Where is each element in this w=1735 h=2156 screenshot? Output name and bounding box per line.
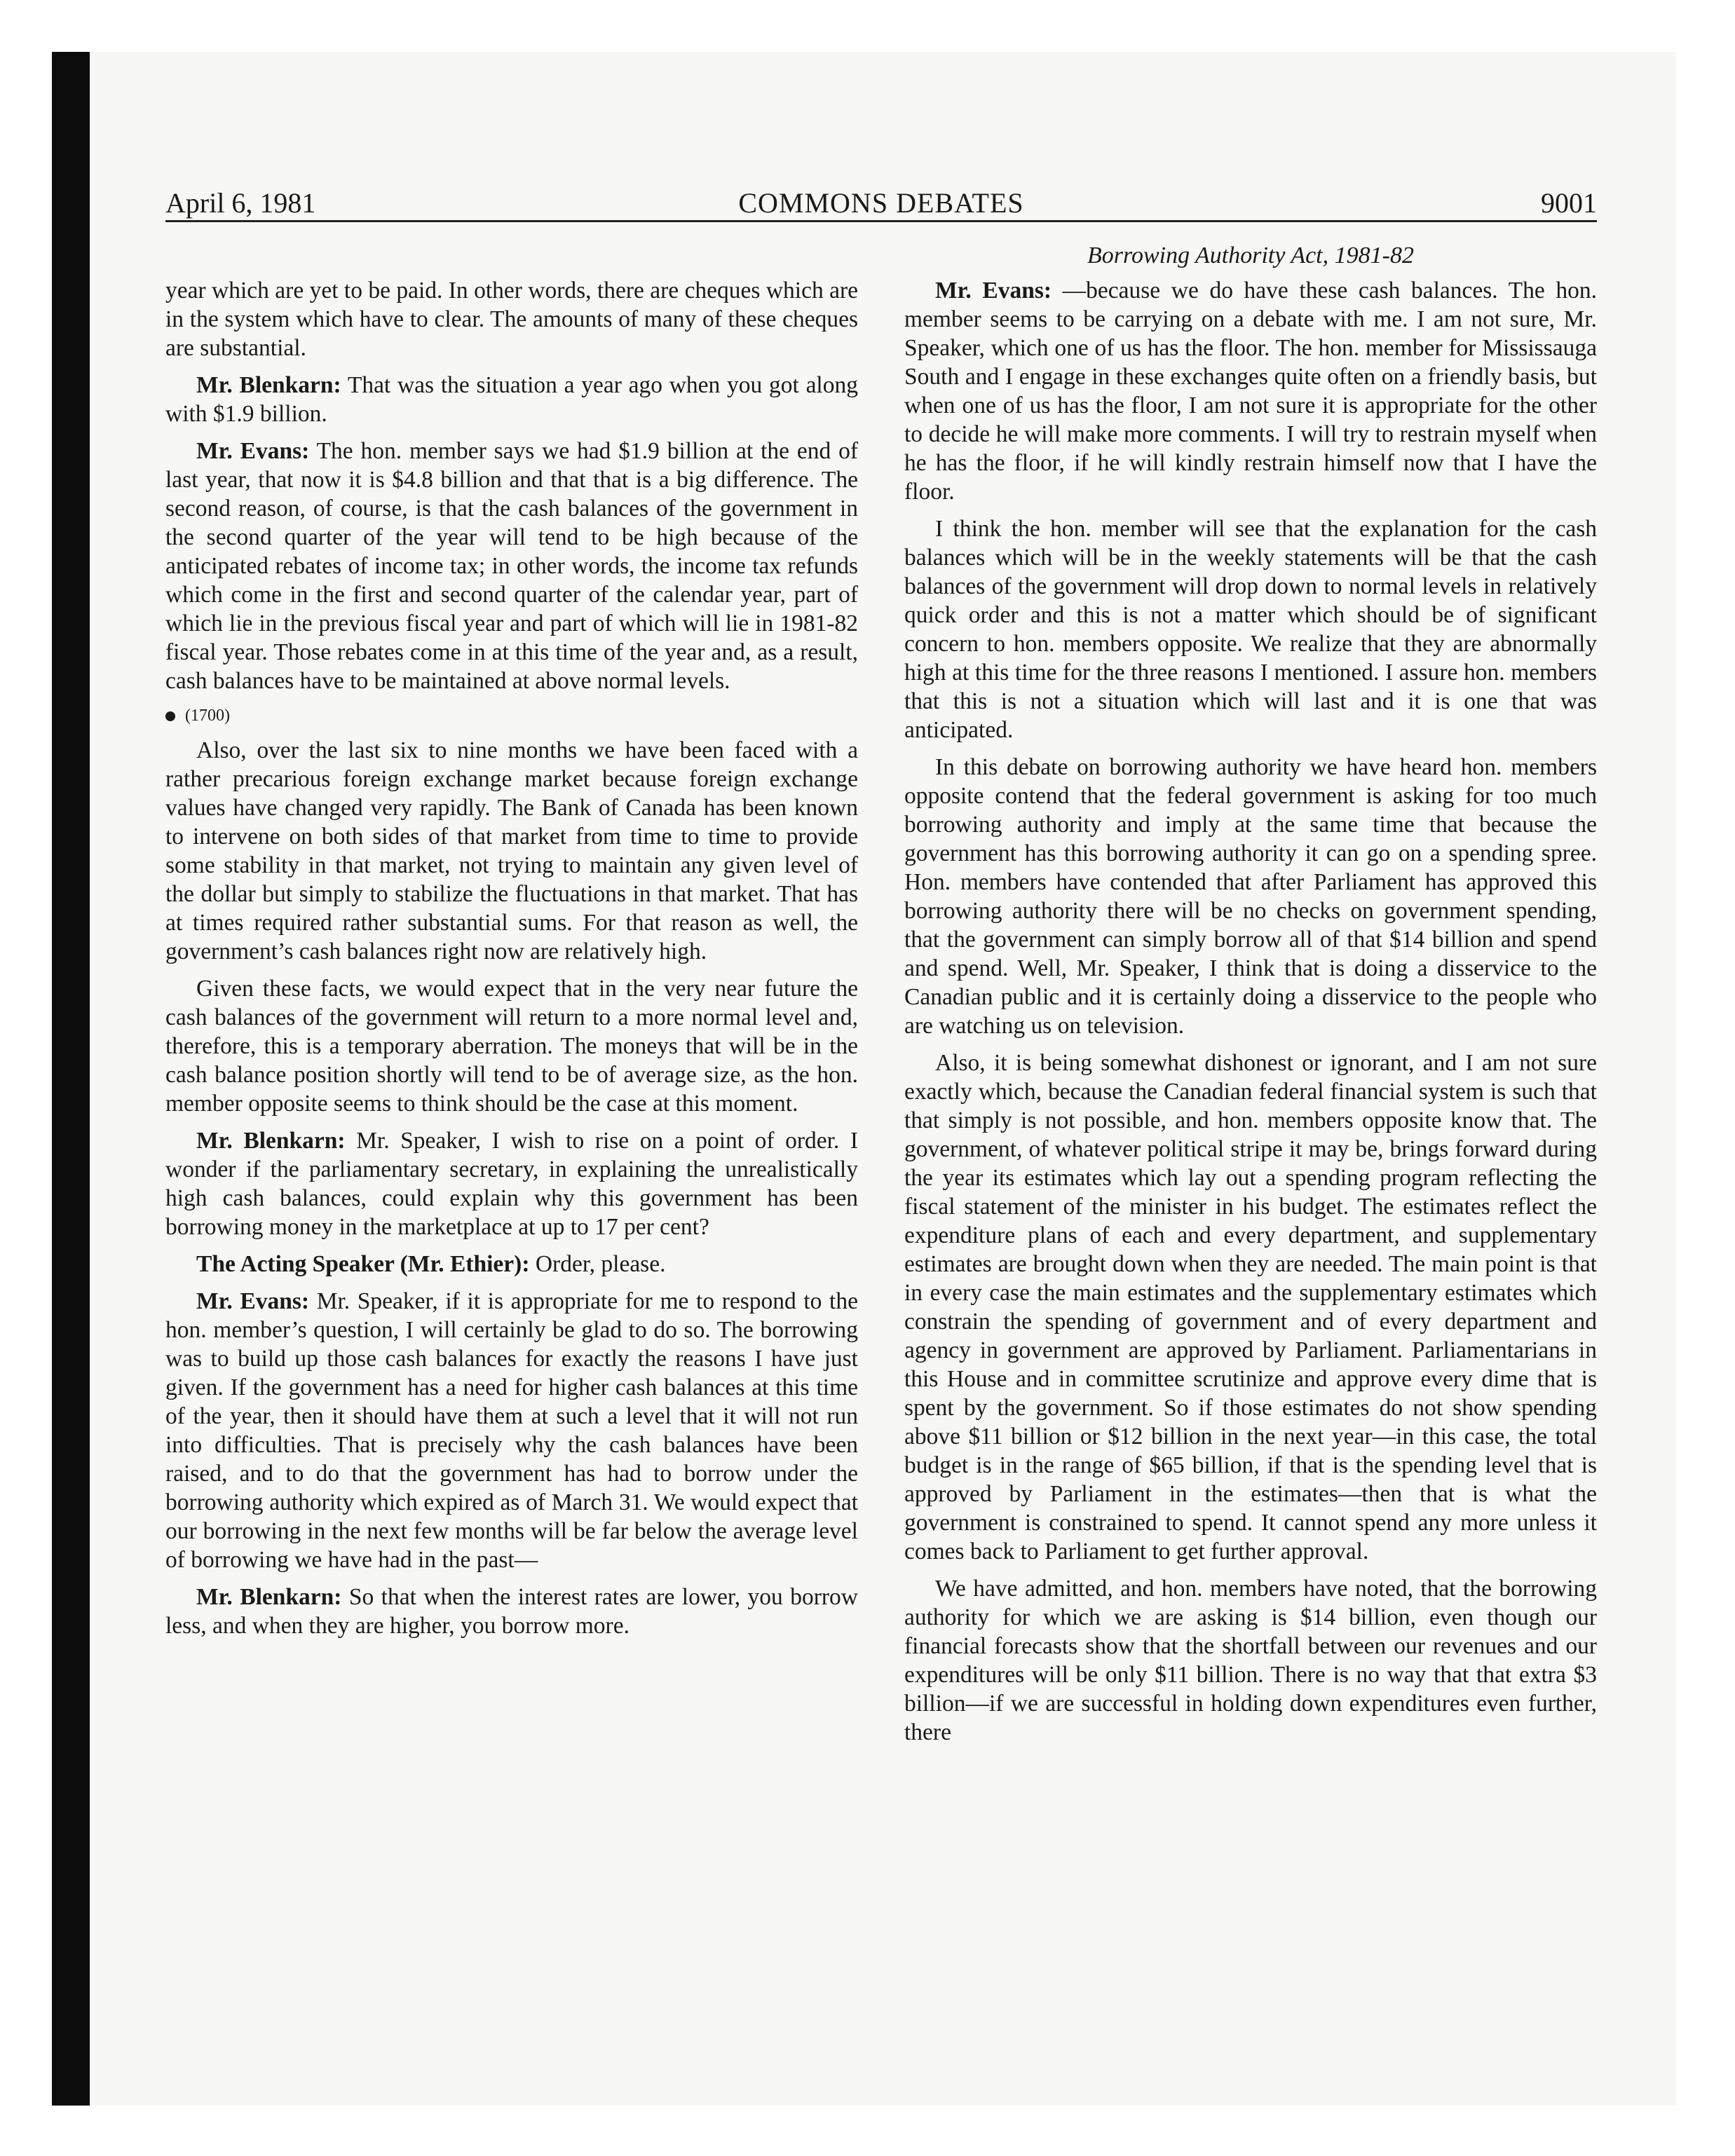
paragraph: Given these facts, we would expect that in the very near future the cash balances of the government will return to a more normal level and, therefore, this is a temporary aberration. The moneys that will be in the cash balance position shortly will tend to be of average size, as the hon. member opposite seems to think should be the case at this moment. bbox=[165, 976, 858, 1117]
paragraph: year which are yet to be paid. In other words, there are cheques which are in the system which have to clear. The amounts of many of these cheques are substantial. bbox=[165, 278, 858, 361]
header-publication: COMMONS DEBATES bbox=[738, 187, 1024, 219]
page-header bbox=[165, 184, 1597, 223]
paragraph bbox=[165, 437, 858, 695]
speaker-name: Mr. Evans: bbox=[935, 278, 1052, 303]
speaker-name: The Acting Speaker (Mr. Ethier): bbox=[196, 1251, 530, 1277]
header-date: April 6, 1981 bbox=[165, 187, 316, 219]
paragraph bbox=[165, 1126, 858, 1241]
paragraph bbox=[165, 1583, 858, 1640]
header-page-number: 9001 bbox=[1541, 187, 1597, 219]
right-column bbox=[904, 276, 1597, 1755]
running-subheader: Borrowing Authority Act, 1981-82 bbox=[1087, 243, 1414, 268]
paragraph: Also, it is being somewhat dishonest or ignorant, and I am not sure exactly which, because the Canadian federal financial system is such that that simply is not possible, and hon. members opposite know that. The government, of whatever political stripe it may be, brings forward during the year its estimates which lay out a spending program reflecting the fiscal statement of the minister in his budget. The estimates reflect the expenditure plans of each and every department, and supplementary estimates are brought down when they are needed. The main point is that in every case the main estimates and the supplementary estimates which constrain the spending of government and of every department and agency in government are approved by Parliament. Parliamentarians in this House and in committee scrutinize and approve every dime that is spent by the government. So if those estimates do not show spending above $11 billion or $12 billion in the next year—in this case, the total budget is in the range of $65 billion, if that is the spending level that is approved by Parliament in the estimates—then that is what the government is constrained to spend. It cannot spend any more unless it comes back to Parliament to get further approval. bbox=[904, 1050, 1597, 1564]
time-marker-label: (1700) bbox=[185, 707, 230, 725]
left-column bbox=[165, 276, 858, 1649]
paragraph: In this debate on borrowing authority we have heard hon. members opposite contend that the federal government is asking for too much borrowing authority and imply at the same time that because the government has this borrowing authority it can go on a spending spree. Hon. members have contended that after Parliament has approved this borrowing authority there will be no checks on government spending, that the government can simply borrow all of that $14 billion and spend and spend. Well, Mr. Speaker, I think that is doing a disservice to the Canadian public and it is certainly doing a disservice to the people who are watching us on television. bbox=[904, 754, 1597, 1039]
paragraph bbox=[904, 276, 1597, 506]
speaker-name: Mr. Evans: bbox=[196, 438, 310, 464]
paragraph: We have admitted, and hon. members have noted, that the borrowing authority for which we are asking is $14 billion, even though our financial forecasts show that the shortfall between our revenues and our expenditures will be only $11 billion. There is no way that that extra $3 billion—if we are successful in holding down expenditures even further, there bbox=[904, 1576, 1597, 1745]
paragraph bbox=[165, 1250, 858, 1278]
speech-text: Mr. Speaker, if it is appropriate for me to respond to the hon. member’s question, I will certainly be glad to do so. The borrowing was to build up those cash balances for exactly the reasons I have just given. If the government has a need for higher cash balances at this time of the year, then it should have them at such a level that it will not run into difficulties. That is precisely why the cash balances have been raised, and to do that the government has had to borrow under the borrowing authority which expired as of March 31. We would expect that our borrowing in the next few months will be far below the average level of borrowing we have had in the past— bbox=[165, 1288, 858, 1573]
bullet-icon bbox=[165, 711, 175, 721]
speaker-name: Mr. Evans: bbox=[196, 1288, 310, 1314]
speech-text: —because we do have these cash balances. The hon. member seems to be carrying on a debate with me. I am not sure, Mr. Speaker, which one of us has the floor. The hon. member for Mississauga South and I engage in these exchanges quite often on a friendly basis, but when one of us has the floor, I am not sure it is appropriate for the other to decide he will make more comments. I will try to restrain myself when he has the floor, if he will kindly restrain himself now that I have the floor. bbox=[904, 278, 1597, 505]
binding-edge bbox=[52, 52, 90, 2106]
paragraph: I think the hon. member will see that the explanation for the cash balances which will be in the weekly statements will be that the cash balances of the government will drop down to normal levels in relatively quick order and this is not a matter which should be of significant concern to hon. members opposite. We realize that they are abnormally high at this time for the three reasons I mentioned. I assure hon. members that this is not a situation which will last and it is one that was anticipated. bbox=[904, 516, 1597, 743]
speech-text: The hon. member says we had $1.9 billion at the end of last year, that now it is $4.8 billion and that that is a big difference. The second reason, of course, is that the cash balances of the government in the second quarter of the year will tend to be high because of the anticipated rebates of income tax; in other words, the income tax refunds which come in the first and second quarter of the calendar year, part of which lie in the previous fiscal year and part of which will lie in 1981-82 fiscal year. Those rebates come in at this time of the year and, as a result, cash balances have to be maintained at above normal levels. bbox=[165, 438, 858, 694]
speaker-name: Mr. Blenkarn: bbox=[196, 1584, 342, 1610]
header-rule bbox=[165, 220, 1597, 222]
speech-text: So that when the interest rates are lower, you borrow less, and when they are higher, you borrow more. bbox=[165, 1584, 858, 1639]
speech-text: That was the situation a year ago when you got along with $1.9 billion. bbox=[165, 372, 858, 427]
paragraph bbox=[165, 371, 858, 428]
speech-text: Mr. Speaker, I wish to rise on a point of order. I wonder if the parliamentary secretary, in explaining the unrealistically high cash balances, could explain why this government has been borrowing money in the marketplace at up to 17 per cent? bbox=[165, 1128, 858, 1240]
speaker-name: Mr. Blenkarn: bbox=[196, 372, 341, 398]
time-marker bbox=[165, 705, 858, 726]
speech-text: Order, please. bbox=[529, 1251, 666, 1277]
paragraph bbox=[165, 1287, 858, 1574]
speaker-name: Mr. Blenkarn: bbox=[196, 1128, 346, 1154]
paragraph: Also, over the last six to nine months we have been faced with a rather precarious foreign exchange market because foreign exchange values have changed very rapidly. The Bank of Canada has been known to intervene on both sides of that market from time to time to provide some stability in that market, not trying to maintain any given level of the dollar but simply to stabilize the fluctuations in that market. That has at times required rather substantial sums. For that reason as well, the government’s cash balances right now are relatively high. bbox=[165, 737, 858, 964]
